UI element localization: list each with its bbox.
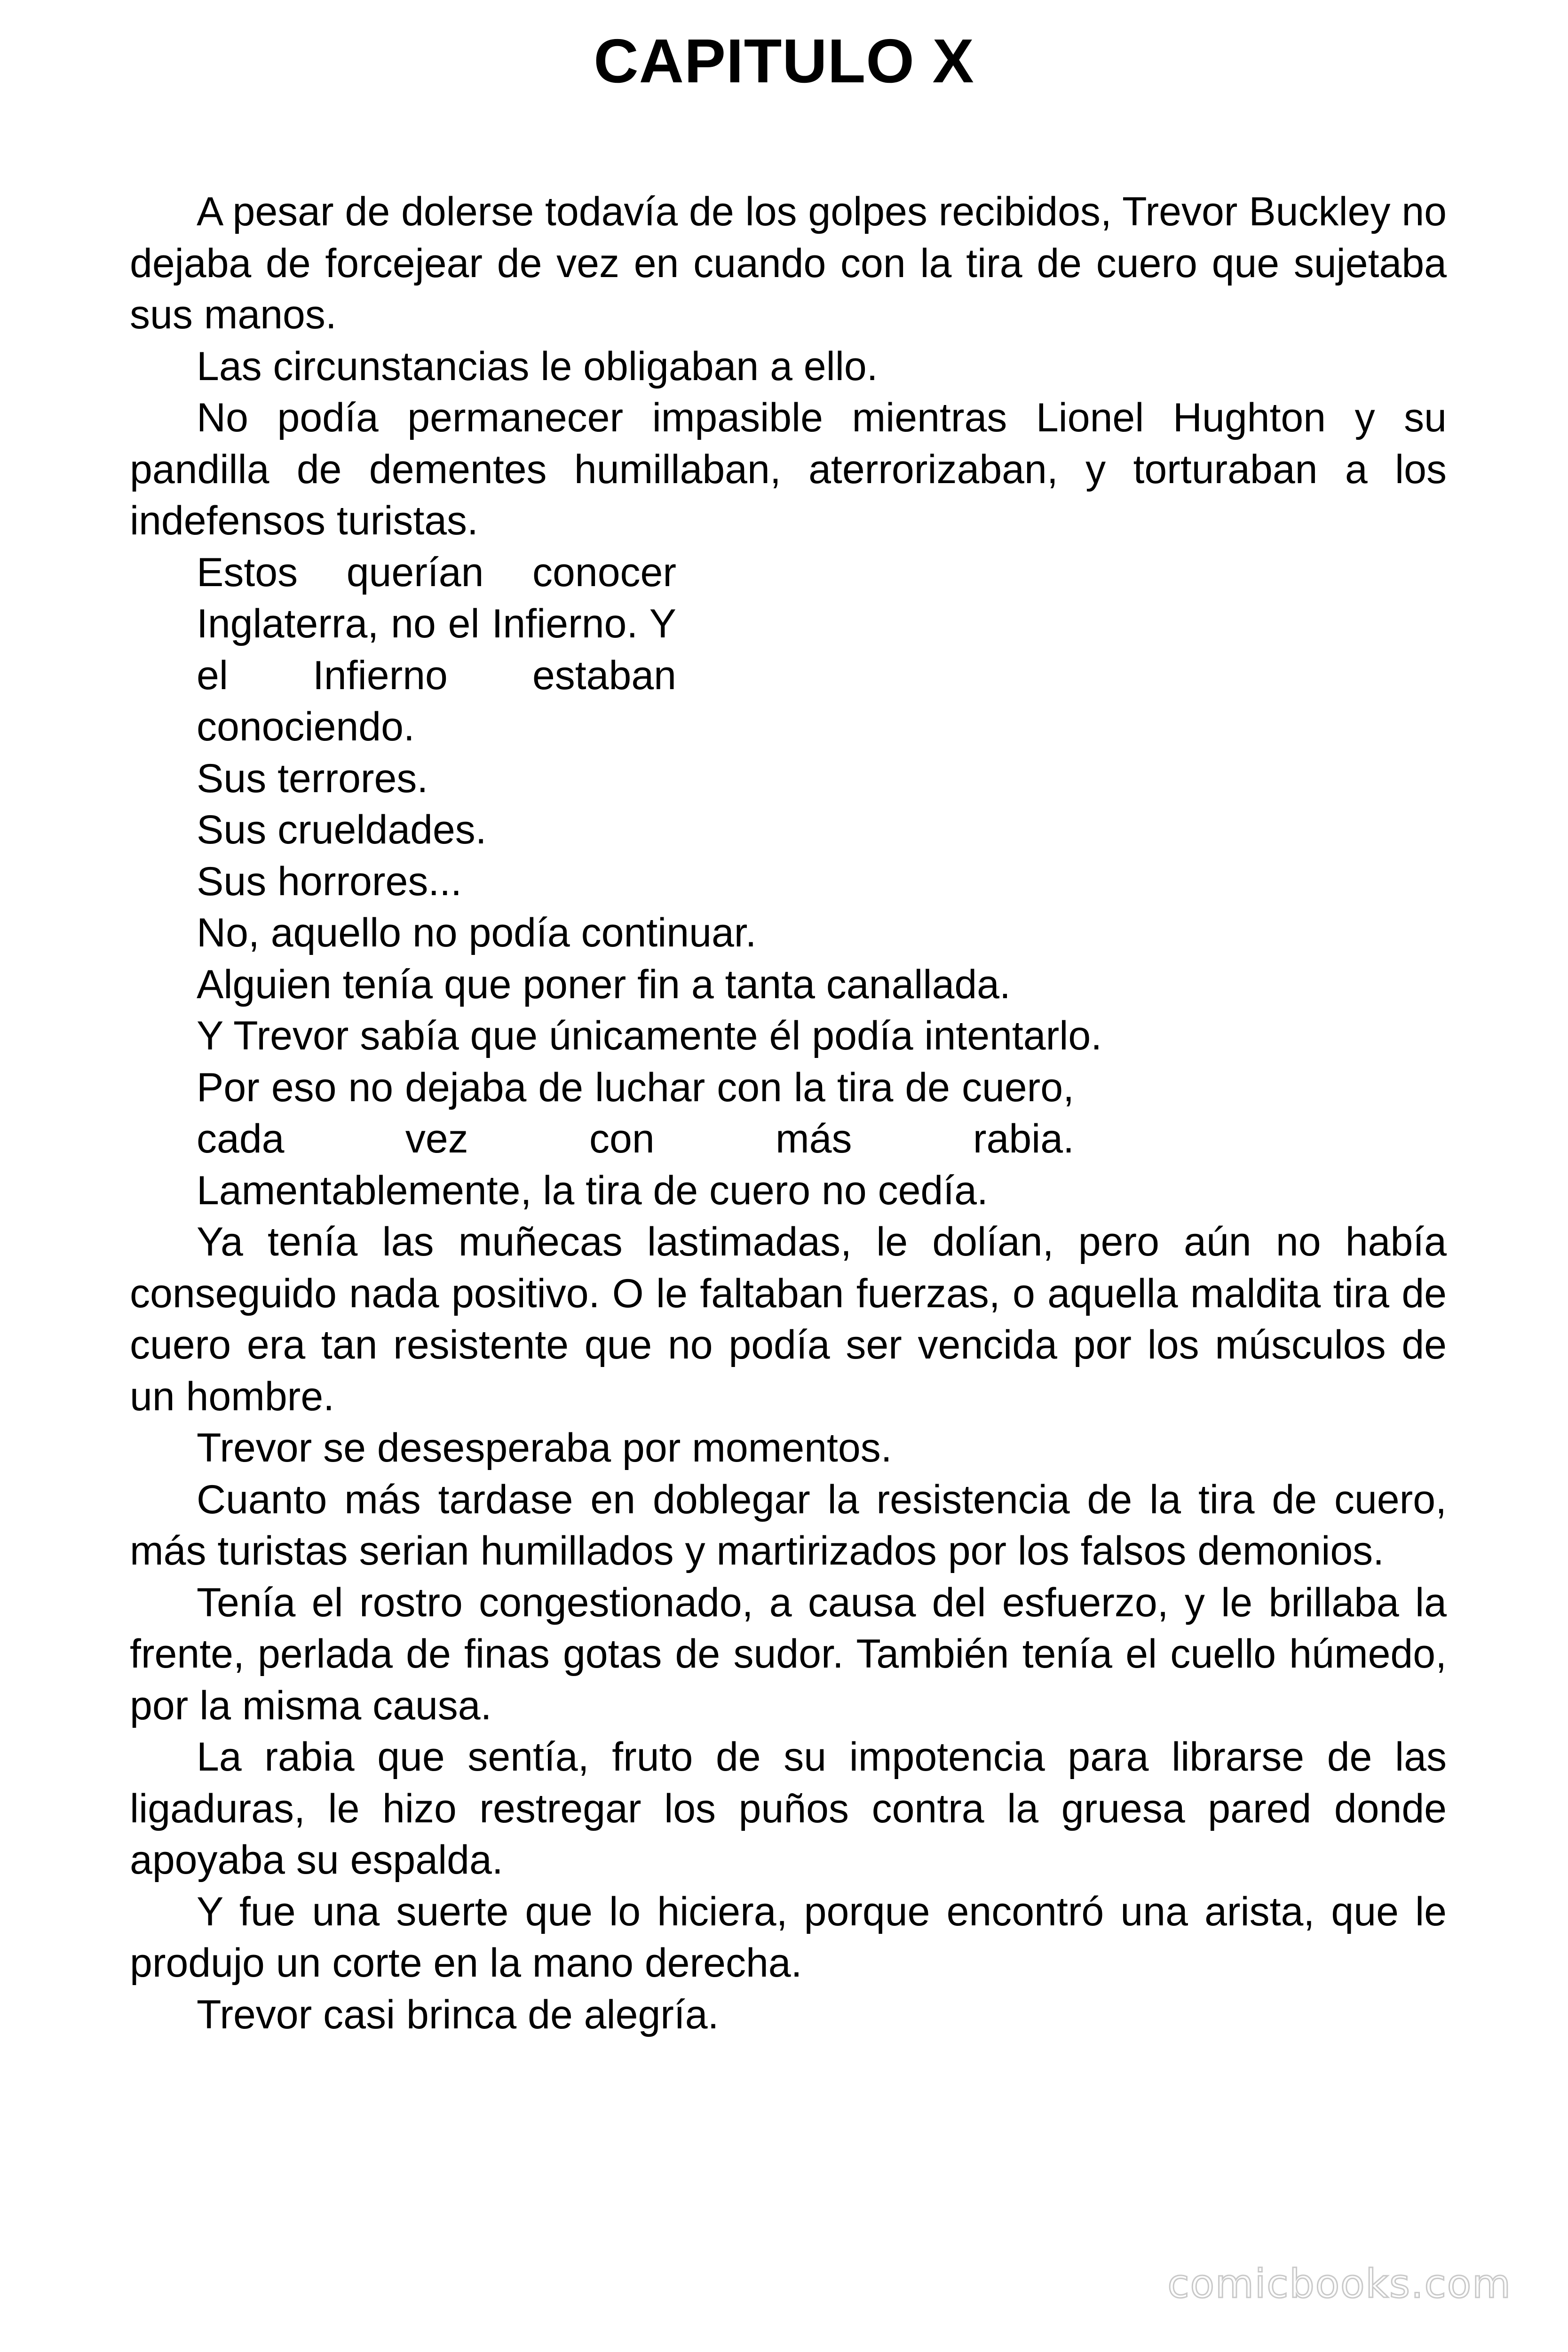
- paragraph-2: Las circunstancias le obligaban a ello.: [197, 343, 878, 389]
- paragraph-4: Estos querían conocer Inglaterra, no el Infierno. Y el Infierno estaban conociendo.: [197, 549, 676, 749]
- paragraph-13: Ya tenía las muñecas lastimadas, le dolían, pero aún no había conseguido nada positivo. O le faltaban fuerzas, o aquella maldita tira de cuero era tan resistente que no podía ser vencida por los músculos de un hombre.: [130, 1219, 1447, 1419]
- paragraph-12: Lamentablemente, la tira de cuero no cedía.: [197, 1168, 988, 1213]
- paragraph-1: A pesar de dolerse todavía de los golpes recibidos, Trevor Buckley no dejaba de forcejear de vez en cuando con la tira de cuero que sujetaba sus manos.: [130, 189, 1447, 337]
- paragraph-11: Por eso no dejaba de luchar con la tira de cuero, cada vez con más rabia.: [197, 1065, 1074, 1161]
- chapter-title: CAPITULO X: [594, 26, 974, 95]
- paragraph-17: La rabia que sentía, fruto de su impotencia para librarse de las ligaduras, le hizo restregar los puños contra la gruesa pared donde apoyaba su espalda.: [130, 1734, 1447, 1883]
- paragraph-18: Y fue una suerte que lo hiciera, porque encontró una arista, que le produjo un corte en la mano derecha.: [130, 1889, 1447, 1986]
- paragraph-6: Sus crueldades.: [197, 807, 487, 852]
- paragraph-8: No, aquello no podía continuar.: [197, 910, 757, 955]
- paragraph-5: Sus terrores.: [197, 755, 428, 801]
- paragraph-15: Cuanto más tardase en doblegar la resistencia de la tira de cuero, más turistas serian humillados y martirizados por los falsos demonios.: [130, 1477, 1447, 1573]
- paragraph-19: Trevor casi brinca de alegría.: [197, 1992, 719, 2037]
- paragraph-10: Y Trevor sabía que únicamente él podía intentarlo.: [197, 1013, 1102, 1058]
- paragraph-7: Sus horrores...: [197, 858, 462, 904]
- watermark: comicbooks.com: [1167, 2261, 1512, 2307]
- paragraph-9: Alguien tenía que poner fin a tanta canallada.: [197, 961, 1011, 1007]
- paragraph-14: Trevor se desesperaba por momentos.: [197, 1425, 892, 1470]
- paragraph-3: No podía permanecer impasible mientras Lionel Hughton y su pandilla de dementes humillaban, aterrorizaban, y torturaban a los indefensos turistas.: [130, 395, 1447, 543]
- paragraph-16: Tenía el rostro congestionado, a causa del esfuerzo, y le brillaba la frente, perlada de finas gotas de sudor. También tenía el cuello húmedo, por la misma causa.: [130, 1580, 1447, 1728]
- chapter-body: [130, 186, 1447, 2041]
